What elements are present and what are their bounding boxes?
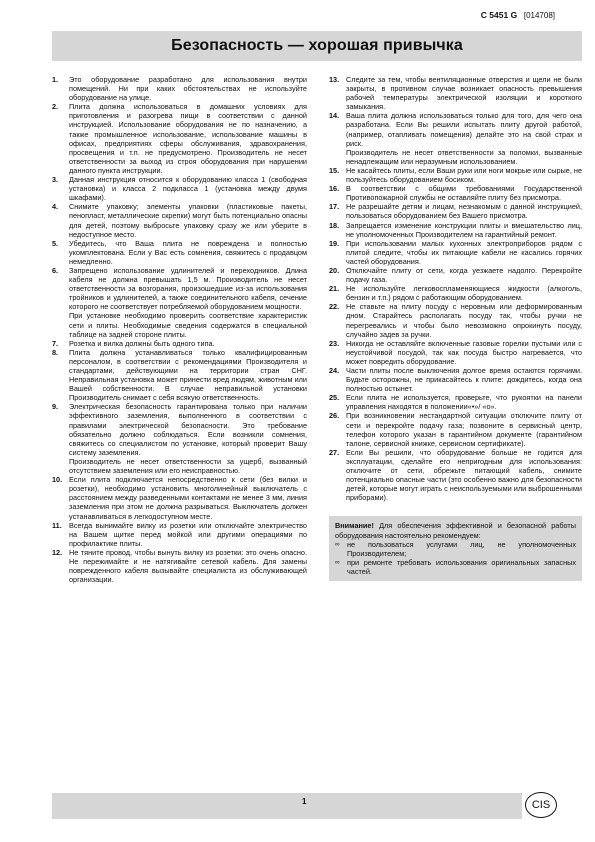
bullet-icon: ∞ [335, 540, 340, 548]
safety-item [329, 184, 582, 202]
item-text: Всегда вынимайте вилку из розетки или отключайте электричество на Вашем щитке перед мойкой или другими операциями по профилактике плиты. [69, 520, 307, 548]
item-number: 20. [329, 265, 340, 275]
item-text: Плита должна использоваться в домашних условиях для приготовления и разогрева пищи в соответствии с данной инструкцией. Использование оборудования не по назначению, а также промышленное использование, использование машины в офисах, предприятиях сферы обслуживания, здравохранения, просвещения и т.п. не предусмотрено. Производитель не несет ответственности за выход из строя оборудования при нарушении данного пункта инструкции. [69, 102, 307, 175]
item-note: При установке необходимо проверить соответствие характеристик сети и плиты. Необходимые сведения содержатся в специальной таблице на задней стороне плиты. [69, 311, 307, 339]
warning-text: Для обеспечения эффективной и безопасной работы оборудования настоятельно рекомендуем: [335, 521, 576, 540]
bullet-text: при ремонте требовать использования оригинальных запасных частей. [347, 557, 576, 576]
safety-item [329, 239, 582, 266]
item-number: 26. [329, 411, 340, 421]
item-text: Запрещено использование удлинителей и переходников. Длина кабеля не должна превышать 1,5 м. Производитель не несет ответственности за возгорания, произошедшие из-за использования тройников и удлинителей, а также соединительного кабеля, сечение которого не соответствует потребляемой оборудованием мощности. [69, 265, 307, 312]
safety-item [52, 348, 307, 403]
title-band [52, 31, 582, 61]
item-text: Не касайтесь плиты, если Ваши руки или ноги мокрые или сырые, не пользуйтесь оборудованием босиком. [346, 165, 582, 185]
safety-item [329, 411, 582, 447]
model-number: C 5451 G [480, 10, 518, 20]
item-text: Данная инструкция относится к оборудованию класса 1 (свободная установка) и класса 2 подкласса 1 (установка между двумя шкафами). [69, 175, 307, 203]
item-number: 22. [329, 302, 340, 312]
item-text: Не разрешайте детям и лицам, незнакомым с данной инструкцией, пользоваться оборудованием без Вашего присмотра. [346, 202, 582, 221]
item-text: Никогда не оставляйте включенные газовые горелки пустыми или с неустойчивой посудой, так как посуда быстро нагревается, что может повредить оборудование. [346, 338, 582, 366]
item-text: Части плиты после выключения долгое время остаются горячими. Будьте осторожны, не прикасайтесь к плите: дождитесь, когда она полностью остынет. [346, 366, 582, 394]
bullet-icon: ∞ [335, 558, 340, 566]
warning-bullet [335, 558, 576, 576]
left-column [52, 75, 307, 584]
item-text: В соответствии с общими требованиями Государственной Противопожарной службы не оставляйте плиту без присмотра. [346, 184, 582, 203]
item-number: 27. [329, 447, 340, 457]
safety-item [52, 266, 307, 339]
safety-item [329, 75, 582, 111]
warning-intro [335, 521, 576, 539]
bullet-text: не пользоваться услугами лиц, не уполномоченных Производителем; [347, 539, 576, 558]
item-note: Производитель не несет ответственности за ущерб, вызванный отсутствием заземления или его неисправностью. [69, 456, 307, 476]
item-number: 12. [52, 547, 63, 557]
item-number: 4. [52, 202, 59, 212]
item-text: Отключайте плиту от сети, когда уезжаете надолго. Перекройте подачу газа. [346, 265, 582, 285]
item-text: Убедитесь, что Ваша плита не повреждена и полностью укомплектована. Если у Вас есть сомнения, свяжитесь с продавцом немедленно. [69, 238, 307, 266]
item-number: 24. [329, 366, 340, 375]
item-number: 9. [52, 402, 59, 412]
item-text: Если плита подключается непосредственно к сети (без вилки и розетки), необходимо установить многолинейный выключатель с расстоянием между разведенными контактами не менее 3 мм, линия заземления при этом не должна разрываться. Выключатель должен устанавливаться в легкодоступном месте. [69, 475, 307, 521]
item-text: Розетка и вилка должны быть одного типа. [69, 338, 215, 348]
safety-item [52, 239, 307, 266]
item-text: Не ставьте на плиту посуду с неровным или деформированным дном. Старайтесь располагать посуду так, чтобы ручки не перегревались и чтобы было невозможно опрокинуть посуду, случайно задев за ручки. [346, 302, 582, 339]
item-number: 16. [329, 184, 340, 194]
item-number: 14. [329, 111, 340, 121]
safety-item [52, 175, 307, 202]
item-number: 25. [329, 393, 340, 403]
safety-item [52, 339, 307, 348]
item-number: 7. [52, 338, 59, 348]
item-text: Это оборудование разработано для использования внутри помещений. Ни при каких обстоятельствах не используйте оборудование на улице. [69, 75, 307, 103]
item-number: 1. [52, 75, 59, 84]
item-text: При использовании малых кухонных электроприборов рядом с плитой следите, чтобы их питающие кабели не касались горячих частей оборудования. [346, 238, 582, 266]
item-number: 18. [329, 220, 340, 230]
warning-label: Внимание! [335, 521, 374, 531]
warning-bullet [335, 540, 576, 558]
safety-item [329, 266, 582, 284]
item-text: Плита должна устанавливаться только квалифицированным персоналом, в соответствии с рекомендациями Производителя и стандартами, действующими на территории стран СНГ. Неправильная установка может принести вред людям, животным или Вашей собственности. В случае неправильной установки Производитель снимает с себя всякую ответственность. [69, 347, 307, 403]
item-number: 17. [329, 202, 340, 212]
safety-item [329, 202, 582, 220]
item-text: Запрещается изменение конструкции плиты и вмешательство лиц, не уполномоченных Производителем на гарантийный ремонт. [346, 220, 582, 239]
page-title: Безопасность — хорошая привычка [171, 37, 463, 54]
item-text: При возникновении нестандартной ситуации отключите плиту от сети и перекройте подачу газа; позвоните в сервисный центр, телефон которого указан в гарантийном документе (гарантийном талоне, сервисной книжке, сервисном сертификате). [346, 411, 582, 448]
safety-item [52, 75, 307, 102]
safety-item [329, 111, 582, 166]
safety-item [52, 521, 307, 548]
item-text: Следите за тем, чтобы вентиляционные отверстия и щели не были закрыты, в противном случае возникает опасность превышения рабочей температуры электрической изоляции и короткого замыкания. [346, 75, 582, 112]
safety-item [52, 102, 307, 175]
safety-item [52, 202, 307, 238]
item-number: 23. [329, 338, 340, 348]
right-column [329, 75, 582, 581]
document-id: [014708] [523, 11, 555, 20]
safety-item [52, 475, 307, 520]
safety-item [329, 221, 582, 239]
safety-item [52, 402, 307, 475]
item-number: 3. [52, 175, 59, 185]
safety-item [329, 302, 582, 338]
item-note: Производитель не несет ответственности за поломки, вызванные ненадлежащим или неразумным использованием. [346, 147, 582, 166]
safety-item [329, 284, 582, 302]
item-number: 21. [329, 284, 340, 294]
item-text: Снимите упаковку; элементы упаковки (пластиковые пакеты, пенопласт, металлические скрепки) могут быть потенциально опасны для детей, поэтому выбросьте упаковку сразу же или уберите в недоступное место. [69, 202, 307, 239]
item-number: 6. [52, 265, 59, 275]
item-number: 10. [52, 475, 63, 485]
item-number: 2. [52, 102, 59, 112]
footer-band [52, 793, 522, 819]
item-text: Если Вы решили, что оборудование больше не годится для эксплуатации, сделайте его непригодным для использования: отключите от сети, обрежьте питающий кабель, снимите потенциально опасные части (это особенно важно для безопасности детей, которые могут играть с неиспользуемыми или выброшенными приборами). [346, 447, 582, 503]
page-number: 1 [302, 797, 307, 806]
safety-item [329, 366, 582, 393]
item-number: 13. [329, 75, 340, 84]
safety-item [329, 339, 582, 366]
item-number: 15. [329, 165, 340, 175]
safety-item [329, 393, 582, 411]
item-number: 11. [52, 520, 62, 530]
item-text: Ваша плита должна использоваться только для того, для чего она разработана. Если Вы решили испытать плиту другой работой, (например, отапливать помещения) делайте это на свой страх и риск. [346, 111, 582, 148]
item-number: 8. [52, 347, 59, 357]
item-text: Если плита не используется, проверьте, что рукоятки на панели управления находятся в положении«•»/ «о». [346, 393, 582, 412]
item-text: Не тяните провод, чтобы вынуть вилку из розетки: это очень опасно. Не пережимайте и не натягивайте сетевой кабель. Для замены поврежденного кабеля вызывайте специалиста из обслуживающей организации. [69, 547, 307, 585]
item-number: 5. [52, 238, 59, 248]
item-text: Не используйте легковоспламеняющиеся жидкости (алкоголь, бензин и т.п.) рядом с работающим оборудованием. [346, 284, 582, 303]
safety-item [329, 166, 582, 184]
item-text: Электрическая безопасность гарантирована только при наличии эффективного заземления, выполненного в соответствии с правилами электрической безопасности. Это требование обязательно должно соблюдаться. Если возникли сомнения, свяжитесь со специалистом по установке, который проверит Вашу систему заземления. [69, 402, 307, 457]
safety-item [52, 548, 307, 584]
region-badge: CIS [525, 792, 557, 818]
document-code [481, 10, 555, 20]
safety-item [329, 448, 582, 503]
warning-box [329, 516, 582, 581]
item-number: 19. [329, 238, 340, 248]
